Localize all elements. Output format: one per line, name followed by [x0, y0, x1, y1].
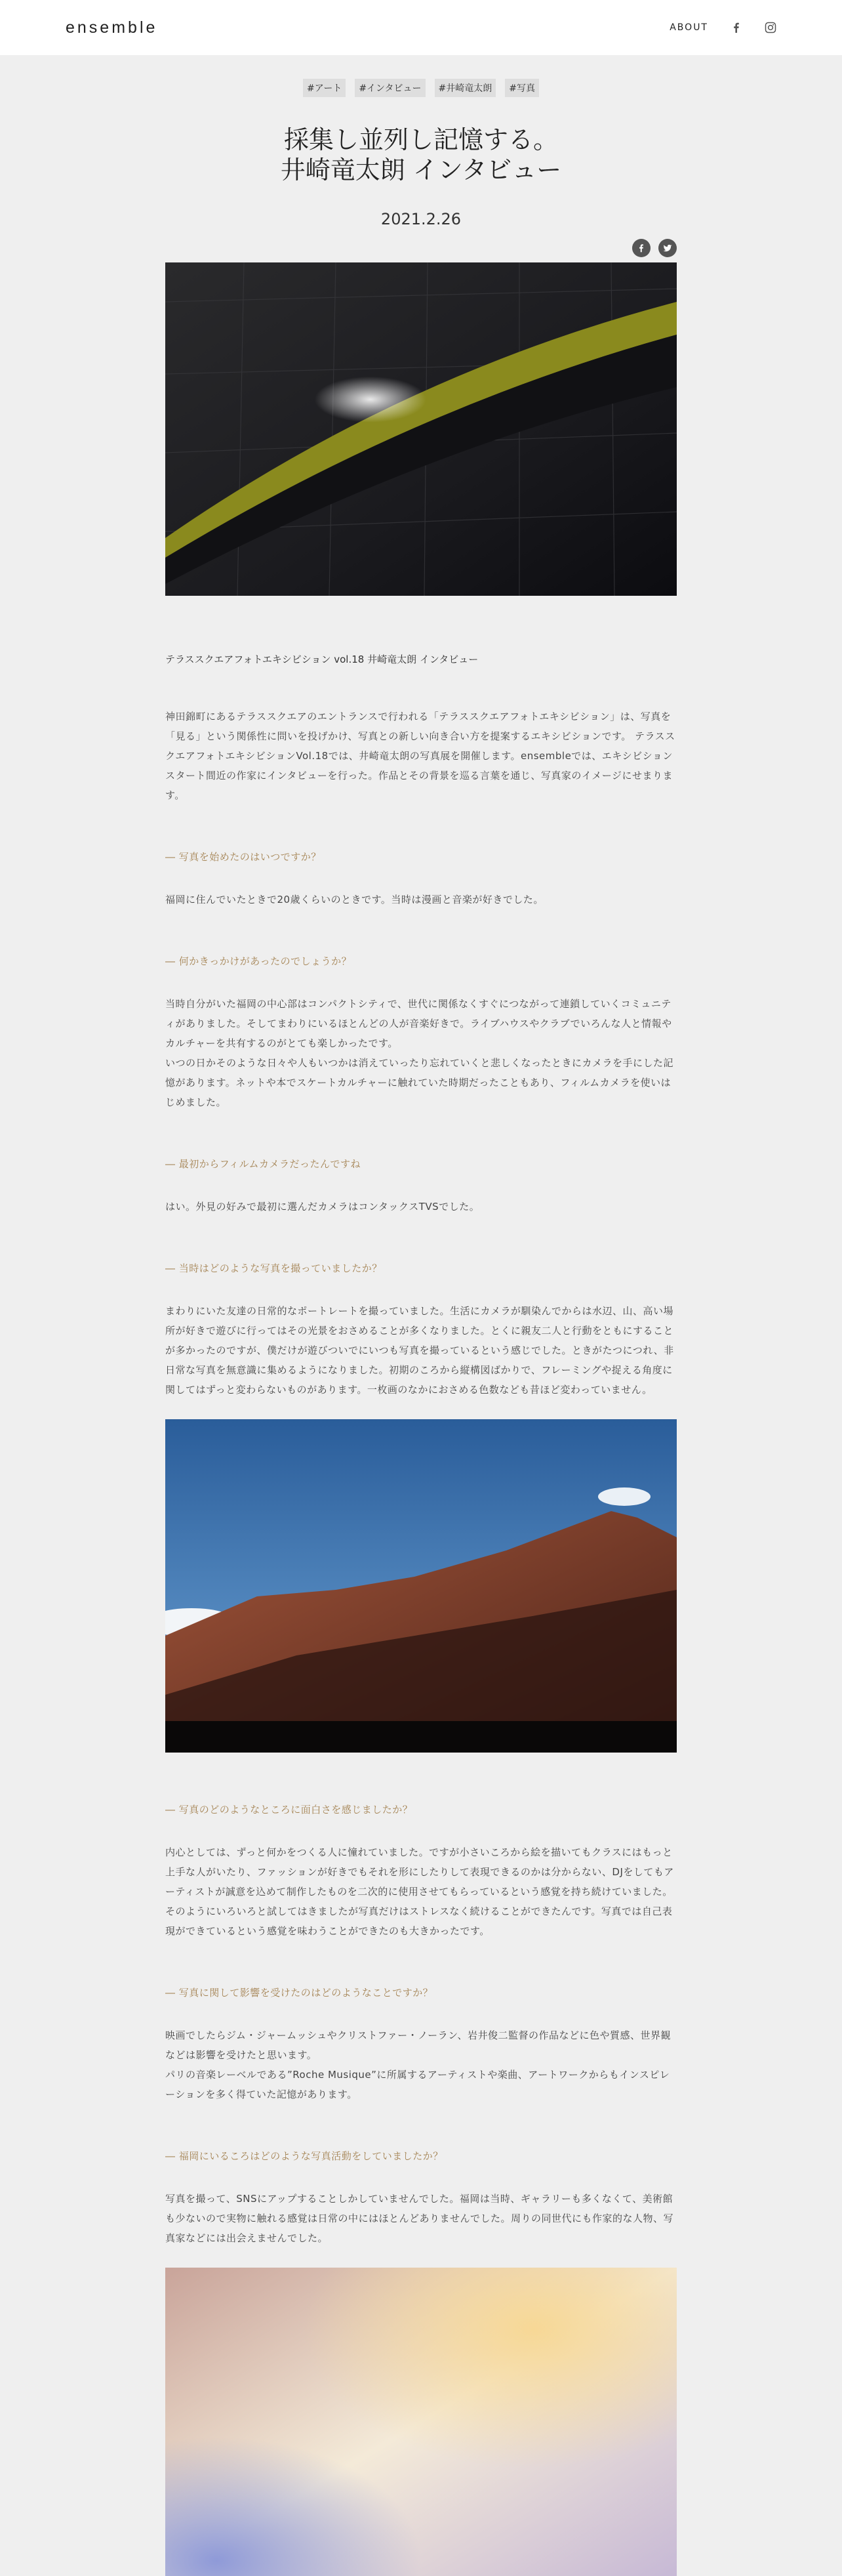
facebook-icon[interactable]: [731, 22, 742, 33]
hero-photo: [165, 262, 677, 596]
answer-5: 内心としては、ずっと何かをつくる人に憧れていました。ですが小さいころから絵を描いてもクラスにはもっと上手な人がいたり、ファッションが好きでもそれを形にしたりして表現できるのかは分からない、DJをしてもアーティストが誠意を込めて制作したものを二次的に使用させてもらっているという感覚を持ち続けていました。そのようにいろいろと試してはきましたが写真だけはストレスなく続けることができたんです。写真では自己表現ができているという感覚を味わうことができたのも大きかったです。: [165, 1846, 674, 1937]
mountain-photo: [165, 1419, 677, 1753]
question-5: ― 写真のどのようなところに面白さを感じましたか？: [165, 1804, 413, 1816]
article-title: [0, 125, 842, 185]
answer-7: 写真を撮って、SNSにアップすることしかしていませんでした。福岡は当時、ギャラリーも多くなくて、美術館も少ないので実物に触れる感覚は日常の中にはほとんどありませんでした。周りの同世代にも作家的な人物、写真家などには出会えませんでした。: [165, 2193, 674, 2244]
tag-artist[interactable]: #井崎竜太朗: [435, 79, 496, 97]
question-7: ― 福岡にいるころはどのような写真活動をしていましたか？: [165, 2150, 443, 2162]
share-buttons: [165, 239, 677, 257]
share-facebook-icon[interactable]: [632, 239, 651, 257]
title-line-2: 井崎竜太朗 インタビュー: [280, 156, 562, 184]
site-logo[interactable]: ensemble: [66, 18, 158, 37]
light-leak-photo: [165, 2268, 677, 2576]
intro-title: テラススクエアフォトエキシビション vol.18 井崎竜太朗 インタビュー: [165, 654, 479, 665]
header-nav: [670, 22, 776, 33]
title-line-1: 採集し並列し記憶する。: [283, 125, 558, 154]
tag-interview[interactable]: #インタビュー: [355, 79, 425, 97]
instagram-icon[interactable]: [765, 22, 776, 33]
tag-photo[interactable]: #写真: [505, 79, 539, 97]
question-1: ― 写真を始めたのはいつですか？: [165, 851, 321, 863]
share-twitter-icon[interactable]: [658, 239, 677, 257]
tag-art[interactable]: #アート: [303, 79, 346, 97]
answer-1: 福岡に住んでいたときで20歳くらいのときです。当時は漫画と音楽が好きでした。: [165, 894, 544, 905]
article-body: [165, 262, 677, 2576]
answer-3: はい。外見の好みで最初に選んだカメラはコンタックスTVSでした。: [165, 1201, 480, 1213]
answer-4: まわりにいた友達の日常的なポートレートを撮っていました。生活にカメラが馴染んでからは水辺、山、高い場所が好きで遊びに行ってはその光景をおさめることが多くなりました。とくに親友二人と行動をともにすることが多かったのですが、僕だけが遊びついでにいつも写真を撮っているという感じでした。ときがたつにつれ、非日常な写真を無意識に集めるようになりました。初期のころから縦構図ばかりで、フレーミングや捉える角度に関してはずっと変わらないものがあります。一枚画のなかにおさめる色数なども昔ほど変わっていません。: [165, 1305, 674, 1396]
question-2: ― 何かきっかけがあったのでしょうか？: [165, 955, 352, 967]
answer-6: 映画でしたらジム・ジャームッシュやクリストファー・ノーラン、岩井俊二監督の作品などに色や質感、世界観などは影響を受けたと思います。 パリの音楽レーベルである”Roche Musique”に所属するアーティストや楽曲、アートワークからもインスピレーションを多く得ていた記憶があります。: [165, 2029, 671, 2100]
question-3: ― 最初からフィルムカメラだったんですね: [165, 1158, 361, 1170]
answer-2: 当時自分がいた福岡の中心部はコンパクトシティで、世代に関係なくすぐにつながって連鎖していくコミュニティがありました。そしてまわりにいるほとんどの人が音楽好きで。ライブハウスやクラブでいろんな人と情報やカルチャーを共有するのがとても楽しかったです。 いつの日かそのような日々や人もいつかは消えていったり忘れていくと悲しくなったときにカメラを手にした記憶があります。ネットや本でスケートカルチャーに触れていた時期だったこともあり、フィルムカメラを使いはじめました。: [165, 998, 674, 1108]
question-6: ― 写真に関して影響を受けたのはどのようなことですか？: [165, 1987, 433, 1999]
nav-about-link[interactable]: ABOUT: [670, 22, 708, 33]
intro-paragraph: 神田錦町にあるテラススクエアのエントランスで行われる「テラススクエアフォトエキシビション」は、写真を「見る」という関係性に問いを投げかけ、写真との新しい向き合い方を提案するエキシビションです。 テラススクエアフォトエキシビションVol.18では、井崎竜太朗の写真展を開催します。ensembleでは、エキシビションスタート間近の作家にインタビューを行った。作品とその背景を巡る言葉を通じ、写真家のイメージにせまります。: [165, 711, 675, 801]
tag-list: [0, 79, 842, 97]
site-header: [0, 0, 842, 55]
question-4: ― 当時はどのような写真を撮っていましたか？: [165, 1262, 382, 1274]
publish-date: 2021.2.26: [380, 210, 462, 228]
